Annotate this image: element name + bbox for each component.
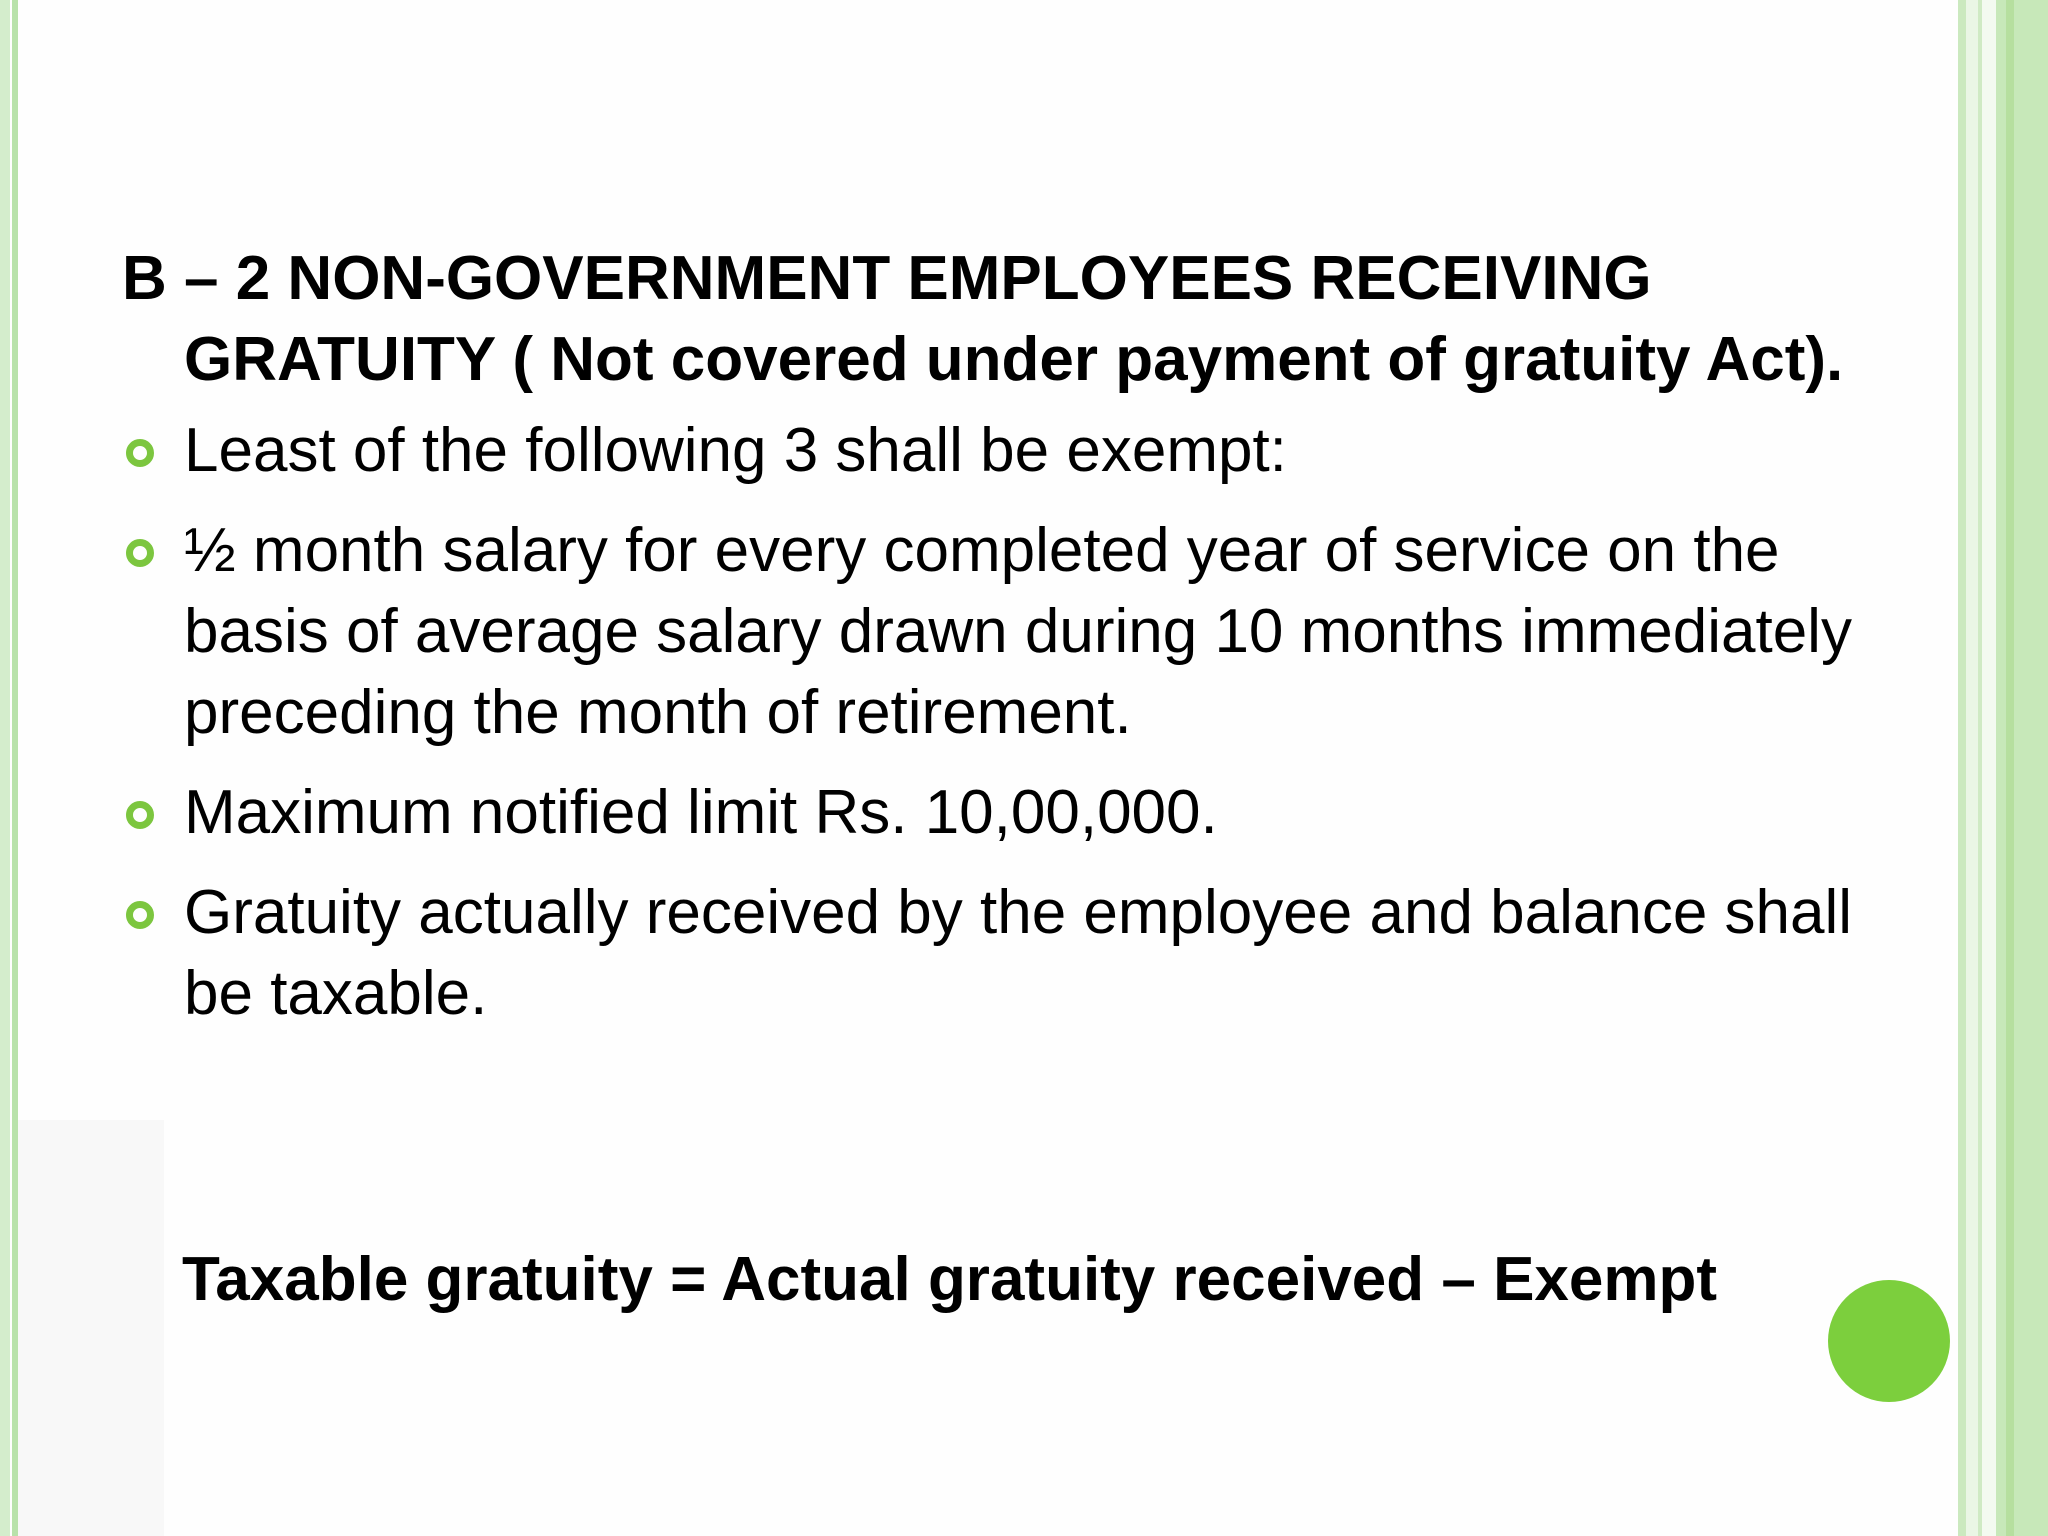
right-border-band — [1966, 0, 1978, 1536]
hollow-circle-bullet-icon — [126, 801, 154, 829]
formula-text: Taxable gratuity = Actual gratuity received – Exempt — [182, 1245, 1718, 1314]
bullet-text: ½ month salary for every completed year of service on the basis of average salary drawn during 10 months immediately preceding the month of retirement. — [184, 516, 1852, 747]
green-circle-decoration — [1828, 1280, 1950, 1402]
hollow-circle-bullet-icon — [126, 439, 154, 467]
bullet-item — [122, 772, 1932, 853]
bullet-item — [122, 410, 1932, 491]
slide-content — [122, 238, 1932, 1053]
hollow-circle-bullet-icon — [126, 539, 154, 567]
bullet-list — [122, 410, 1932, 1034]
bullet-text: Least of the following 3 shall be exempt: — [184, 416, 1287, 485]
background-shade — [18, 1120, 164, 1536]
right-border-band — [1958, 0, 1966, 1536]
hollow-circle-bullet-icon — [126, 901, 154, 929]
right-border-band — [1982, 0, 1996, 1536]
left-border — [0, 0, 10, 1536]
bullet-item — [122, 510, 1932, 753]
right-border-band — [2006, 0, 2014, 1536]
bullet-item — [122, 872, 1932, 1034]
right-border-band — [1996, 0, 2048, 1536]
bullet-text: Gratuity actually received by the employee and balance shall be taxable. — [184, 878, 1853, 1028]
slide-heading: B – 2 NON-GOVERNMENT EMPLOYEES RECEIVING GRATUITY ( Not covered under payment of gratuity Act). — [122, 244, 1844, 394]
bullet-text: Maximum notified limit Rs. 10,00,000. — [184, 778, 1218, 847]
